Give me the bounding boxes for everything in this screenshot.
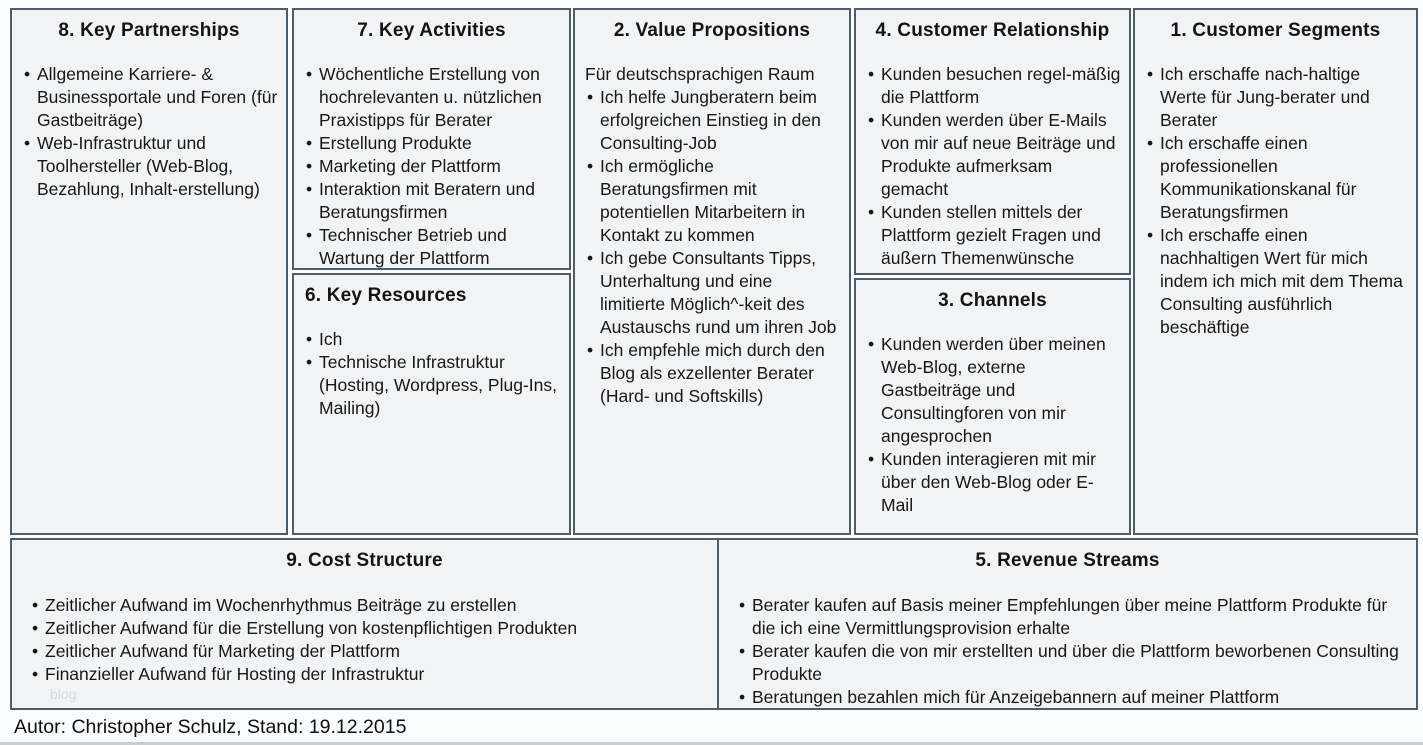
- bullet-item: • Kunden besuchen regel-mäßig die Plattform: [868, 63, 1121, 109]
- bullet-list-key-activities: [294, 63, 569, 270]
- section-title-customer-relationship: 4. Customer Relationship: [875, 20, 1110, 41]
- section-title-revenue-streams: 5. Revenue Streams: [975, 550, 1160, 571]
- bullet-item: • Berater kaufen die von mir erstellten und über die Plattform beworbenen Consulting Produkte: [739, 640, 1408, 686]
- bullet-item: • Interaktion mit Beratern und Beratungsfirmen: [306, 178, 561, 224]
- bullet-list-channels: [856, 333, 1129, 517]
- section-title-channels: 3. Channels: [938, 290, 1047, 311]
- section-revenue-streams: [717, 538, 1418, 710]
- bullet-item: • Ich erschaffe einen professionellen Kommunikationskanal für Beratungsfirmen: [1147, 132, 1408, 224]
- bullet-item: • Ich helfe Jungberatern beim erfolgreichen Einstieg in den Consulting-Job: [587, 86, 841, 155]
- section-title-key-activities: 7. Key Activities: [357, 20, 506, 41]
- bullet-item: • Ich erschaffe einen nachhaltigen Wert für mich indem ich mich mit dem Thema Consulting ausführlich beschäftige: [1147, 224, 1408, 339]
- bullet-item: • Finanzieller Aufwand für Hosting der Infrastruktur: [32, 663, 709, 686]
- bullet-item: • Kunden stellen mittels der Plattform gezielt Fragen und äußern Themenwünsche: [868, 201, 1121, 270]
- section-title-key-resources: 6. Key Resources: [305, 285, 467, 306]
- bullet-item: • Zeitlicher Aufwand für Marketing der Plattform: [32, 640, 709, 663]
- bullet-item: • Ich erschaffe nach-haltige Werte für Jung-berater und Berater: [1147, 63, 1408, 132]
- bullet-item: • Zeitlicher Aufwand im Wochenrhythmus Beiträge zu erstellen: [32, 594, 709, 617]
- section-channels: [854, 278, 1131, 535]
- bullet-item: • Ich: [306, 328, 561, 351]
- section-cost-structure: [10, 538, 719, 710]
- bullet-list-cost-structure: [12, 594, 717, 686]
- bullet-item: • Ich empfehle mich durch den Blog als exzellenter Berater (Hard- und Softskills): [587, 339, 841, 408]
- watermark: blog: [50, 686, 77, 702]
- bullet-item: • Zeitlicher Aufwand für die Erstellung von kostenpflichtigen Produkten: [32, 617, 709, 640]
- section-title-value-propositions: 2. Value Propositions: [613, 20, 811, 41]
- author-line: Autor: Christopher Schulz, Stand: 19.12.2015: [14, 716, 407, 738]
- section-key-activities: [292, 8, 571, 270]
- bullet-list-revenue-streams: [719, 594, 1416, 709]
- bullet-item: • Allgemeine Karriere- & Businessportale und Foren (für Gastbeiträge): [24, 63, 278, 132]
- bullet-item: • Technischer Betrieb und Wartung der Plattform: [306, 224, 561, 270]
- bullet-item: • Marketing der Plattform: [306, 155, 561, 178]
- bullet-item: • Kunden werden über meinen Web-Blog, externe Gastbeiträge und Consultingforen von mir angesprochen: [868, 333, 1121, 448]
- bullet-item: • Technische Infrastruktur (Hosting, Wordpress, Plug-Ins, Mailing): [306, 351, 561, 420]
- bullet-item: • Ich ermögliche Beratungsfirmen mit potentiellen Mitarbeitern in Kontakt zu kommen: [587, 155, 841, 247]
- section-title-cost-structure: 9. Cost Structure: [286, 550, 443, 571]
- bullet-item: • Berater kaufen auf Basis meiner Empfehlungen über meine Plattform Produkte für die ich eine Vermittlungsprovision erhalte: [739, 594, 1408, 640]
- section-value-propositions: [573, 8, 851, 535]
- section-key-partnerships: [10, 8, 288, 535]
- value-propositions-intro: Für deutschsprachigen Raum: [585, 64, 815, 84]
- bullet-item: • Ich gebe Consultants Tipps, Unterhaltung und eine limitierte Möglich^-keit des Austauschs rund um ihren Job: [587, 247, 841, 339]
- section-customer-relationship: [854, 8, 1131, 275]
- bullet-list-customer-segments: [1135, 63, 1416, 339]
- bullet-item: • Wöchentliche Erstellung von hochrelevanten u. nützlichen Praxistipps für Berater: [306, 63, 561, 132]
- section-title-key-partnerships: 8. Key Partnerships: [58, 20, 240, 41]
- bullet-item: • Web-Infrastruktur und Toolhersteller (Web-Blog, Bezahlung, Inhalt-erstellung): [24, 132, 278, 201]
- bullet-item: • Kunden werden über E-Mails von mir auf neue Beiträge und Produkte aufmerksam gemacht: [868, 109, 1121, 201]
- bullet-item: • Erstellung Produkte: [306, 132, 561, 155]
- section-title-customer-segments: 1. Customer Segments: [1170, 20, 1381, 41]
- bullet-list-customer-relationship: [856, 63, 1129, 270]
- bullet-item: • Beratungen bezahlen mich für Anzeigebannern auf meiner Plattform: [739, 686, 1408, 709]
- section-customer-segments: [1133, 8, 1418, 535]
- section-key-resources: [292, 273, 571, 535]
- bullet-list-key-partnerships: [12, 63, 286, 201]
- bullet-list-value-propositions: [575, 86, 849, 408]
- bullet-list-key-resources: [294, 328, 569, 420]
- bullet-item: • Kunden interagieren mit mir über den Web-Blog oder E-Mail: [868, 448, 1121, 517]
